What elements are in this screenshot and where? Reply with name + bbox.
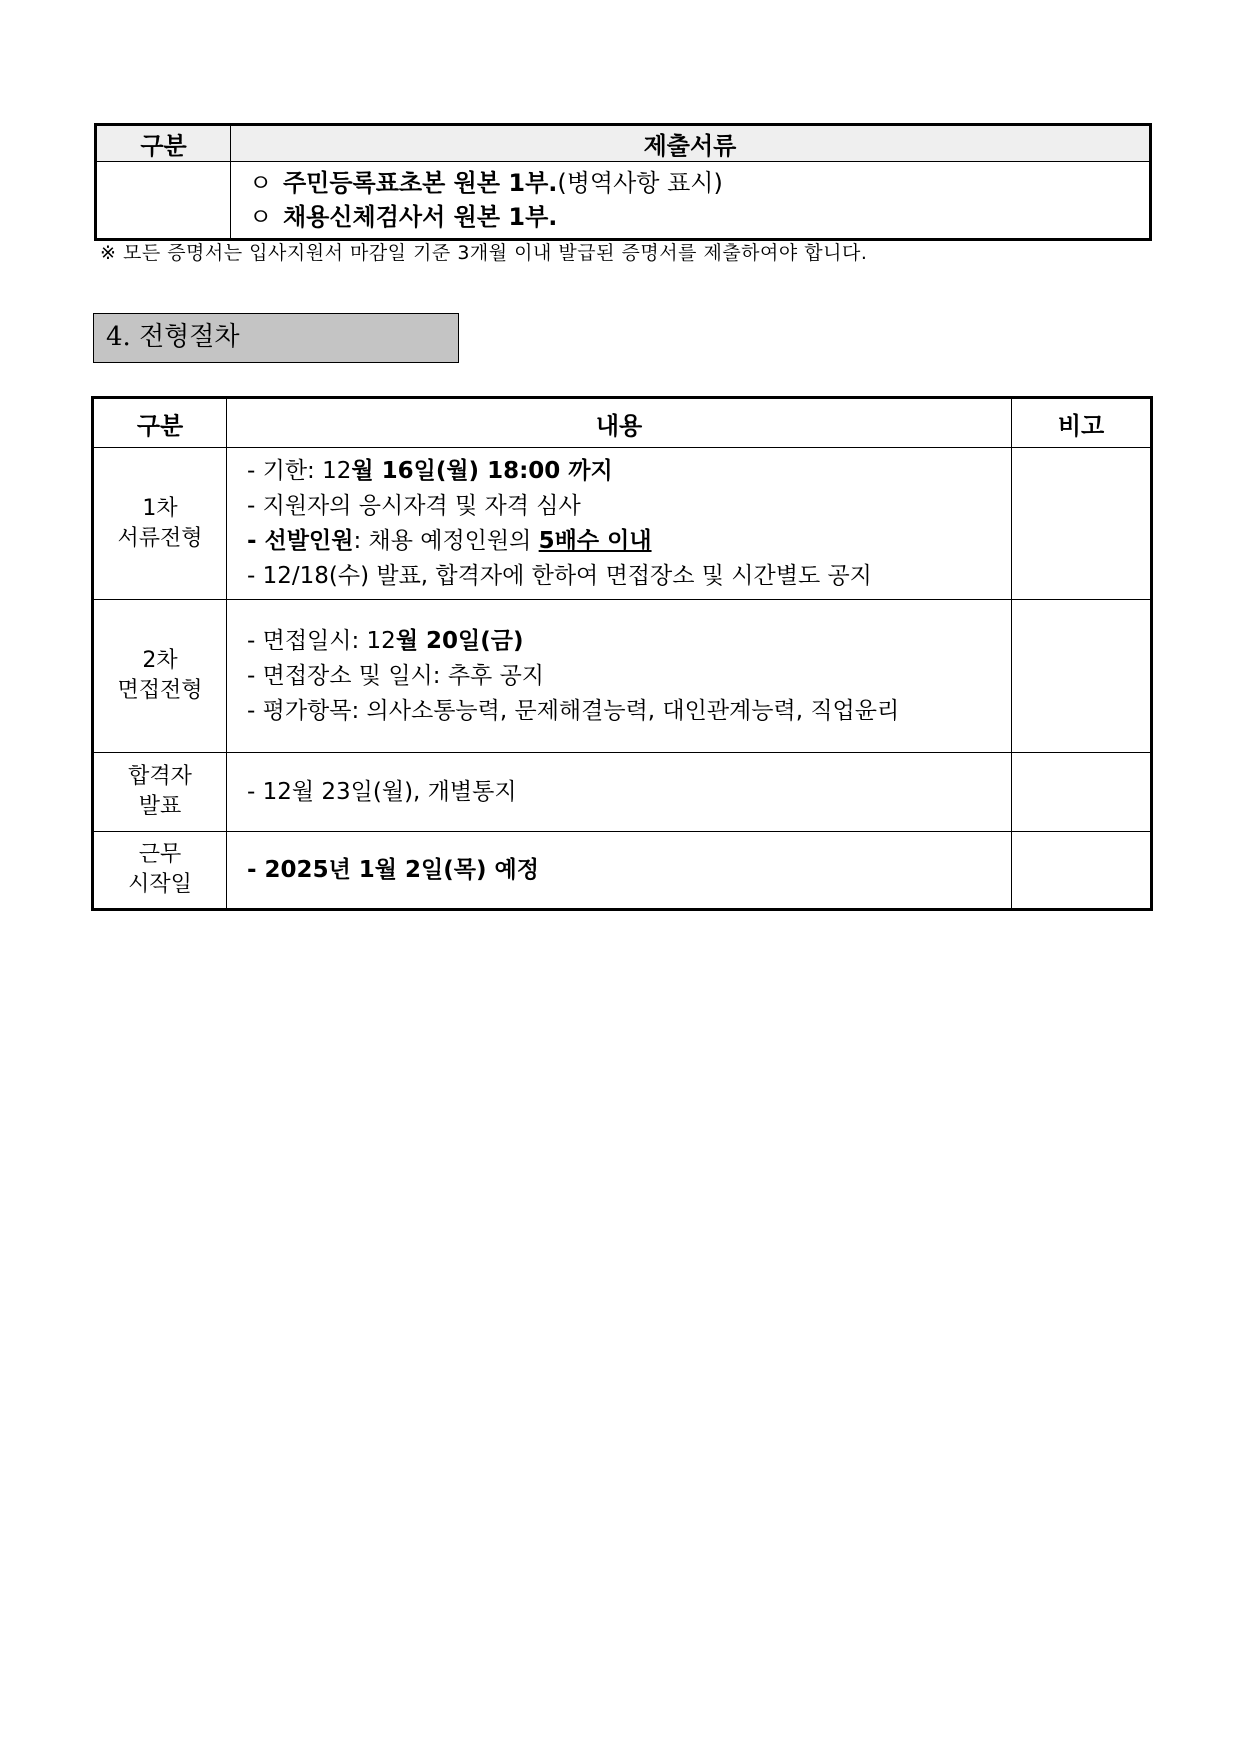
header-remark: 비고 [1012, 398, 1152, 448]
text: - 면접일시: 12 [247, 627, 396, 654]
bullet-icon: ㅇ [249, 169, 273, 197]
category-line: 2차 [142, 648, 178, 673]
category-line: 서류전형 [117, 525, 203, 551]
header-content: 내용 [227, 398, 1012, 448]
header-category: 구분 [93, 398, 227, 448]
documents-table [94, 123, 1152, 241]
document-note: (병역사항 표시) [557, 169, 723, 197]
category-line: 시작일 [128, 872, 192, 897]
header-category: 구분 [96, 125, 231, 162]
header-documents: 제출서류 [231, 125, 1151, 162]
table-row [93, 600, 1152, 753]
content-line [247, 624, 1011, 659]
category-cell [93, 832, 227, 910]
content-line: - 12/18(수) 발표, 합격자에 한하여 면접장소 및 시간별도 공지 [247, 562, 872, 589]
content-cell [227, 448, 1012, 600]
document-name: 주민등록표초본 원본 1부. [283, 169, 558, 197]
content-line: - 2025년 1월 2일(목) 예정 [247, 856, 539, 883]
content-cell [227, 753, 1012, 832]
bullet-icon: ㅇ [249, 203, 273, 231]
process-table [91, 396, 1153, 911]
documents-list [231, 162, 1151, 240]
section-heading: 4. 전형절차 [93, 313, 459, 363]
category-cell [93, 600, 227, 753]
category-line: 1차 [142, 495, 178, 521]
category-cell-empty [96, 162, 231, 240]
document-name: 채용신체검사서 원본 1부. [283, 203, 558, 231]
category-line: 근무 [138, 842, 182, 867]
deadline-text: 월 16일(월) 18:00 까지 [351, 457, 613, 484]
content-line: - 평가항목: 의사소통능력, 문제해결능력, 대인관계능력, 직업윤리 [247, 697, 900, 724]
table-row [93, 753, 1152, 832]
table-row [93, 448, 1152, 600]
remark-cell [1012, 600, 1152, 753]
selection-label: - 선발인원 [247, 527, 354, 554]
content-line: - 12월 23일(월), 개별통지 [247, 778, 517, 805]
remark-cell [1012, 448, 1152, 600]
certificate-note: ※ 모든 증명서는 입사지원서 마감일 기준 3개월 이내 발급된 증명서를 제출하여야 합니다. [100, 242, 868, 264]
category-line: 면접전형 [117, 678, 203, 703]
selection-ratio: 5배수 이내 [538, 527, 652, 554]
document-item [249, 200, 1149, 234]
text: - 기한: 12 [247, 457, 352, 484]
text: : 채용 예정인원의 [353, 527, 539, 554]
remark-cell [1012, 753, 1152, 832]
remark-cell [1012, 832, 1152, 910]
content-line [247, 454, 1011, 489]
category-line: 합격자 [128, 764, 192, 789]
content-line: - 면접장소 및 일시: 추후 공지 [247, 662, 545, 689]
content-line [247, 524, 1011, 559]
interview-date: 월 20일(금) [395, 627, 524, 654]
table-row [93, 832, 1152, 910]
document-item [249, 166, 1149, 200]
content-line: - 지원자의 응시자격 및 자격 심사 [247, 492, 581, 519]
category-cell [93, 753, 227, 832]
content-cell [227, 600, 1012, 753]
category-cell [93, 448, 227, 600]
content-cell [227, 832, 1012, 910]
category-line: 발표 [138, 794, 182, 819]
